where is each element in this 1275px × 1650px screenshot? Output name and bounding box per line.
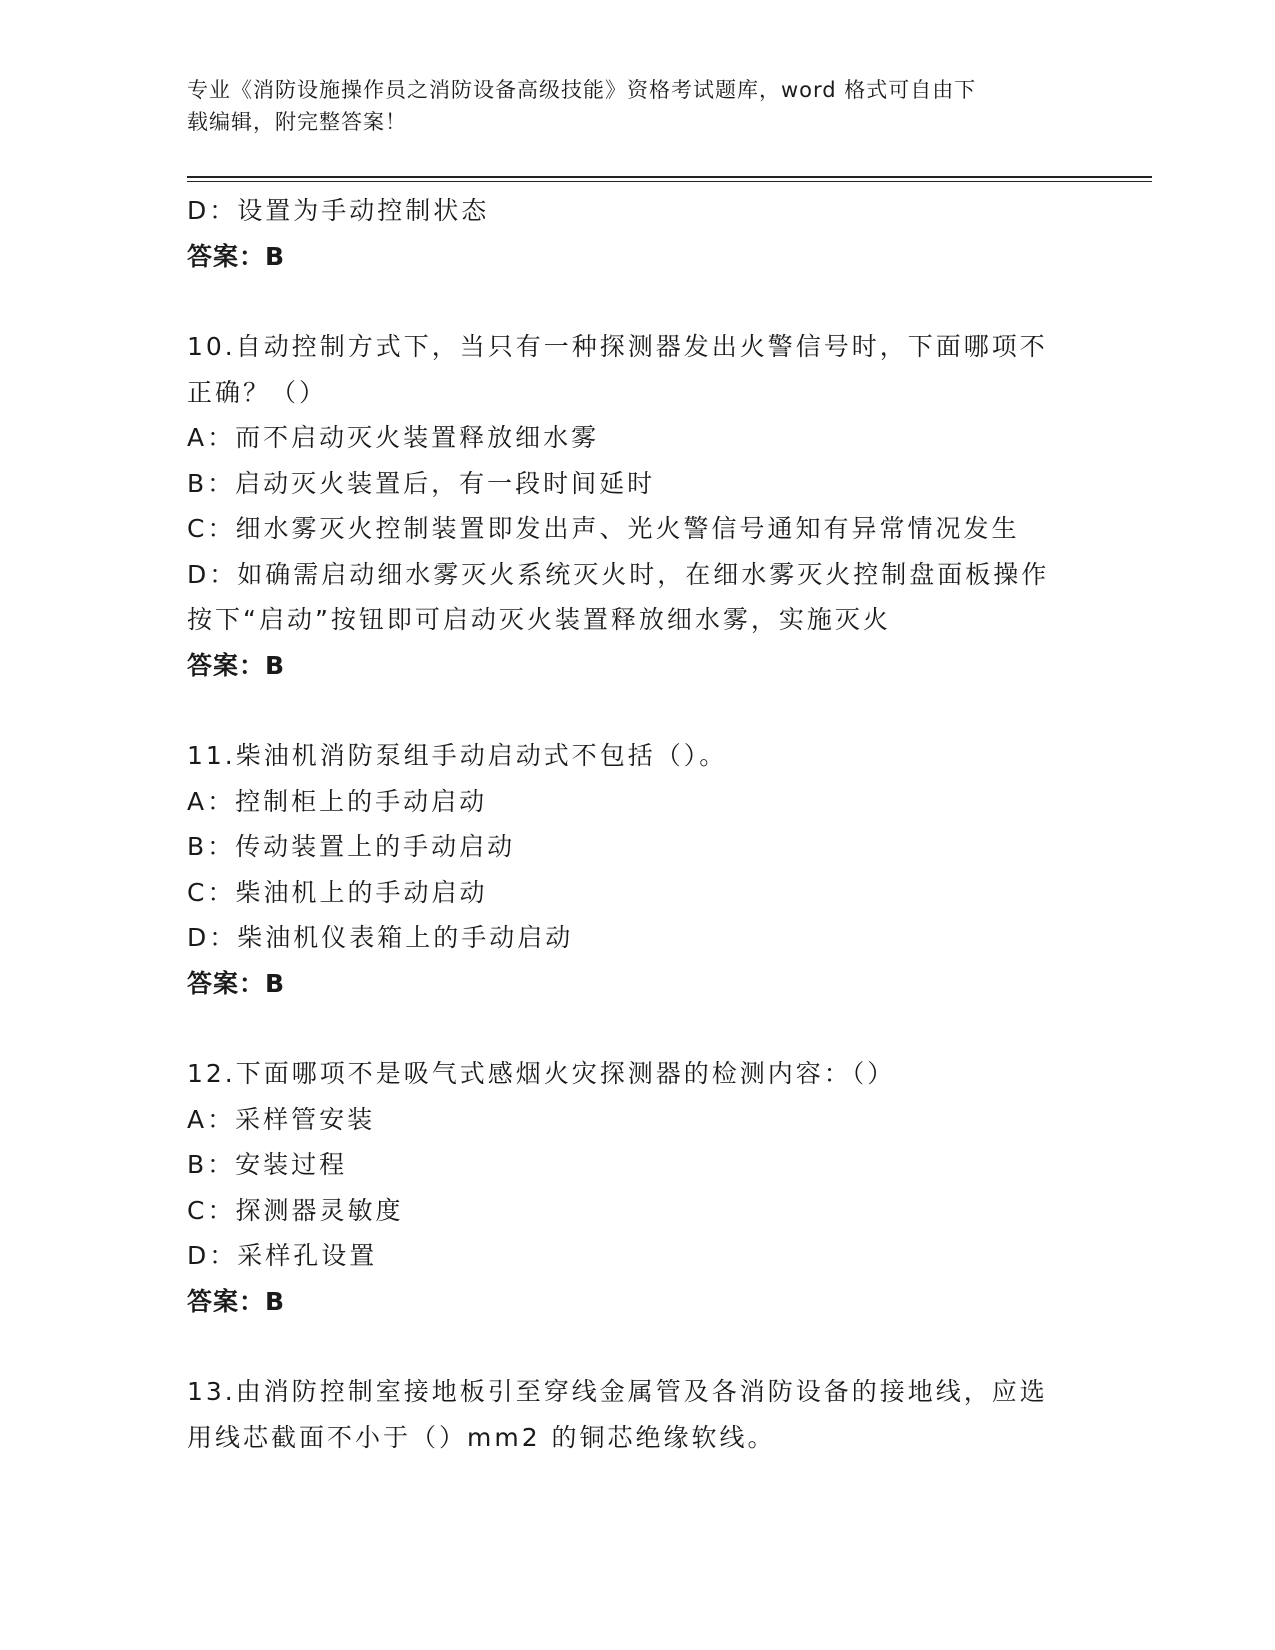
spacer bbox=[187, 688, 1087, 733]
question-stem-cont: 用线芯截面不小于（）mm2 的铜芯绝缘软线。 bbox=[187, 1422, 776, 1452]
question-12 bbox=[187, 1051, 1087, 1324]
option-d: D：采样孔设置 bbox=[187, 1241, 378, 1270]
option-a: A：采样管安装 bbox=[187, 1104, 376, 1134]
question-stem: 10.自动控制方式下，当只有一种探测器发出火警信号时，下面哪项不 bbox=[187, 332, 1048, 361]
option-d: D：如确需启动细水雾灭火系统灭火时，在细水雾灭火控制盘面板操作 bbox=[187, 559, 1050, 589]
answer: 答案：B bbox=[187, 968, 286, 998]
option-c: C：探测器灵敏度 bbox=[187, 1195, 404, 1225]
question-9-tail bbox=[187, 188, 1087, 279]
question-list bbox=[187, 188, 1087, 1460]
option-c: C：柴油机上的手动启动 bbox=[187, 877, 488, 907]
option-d: D：柴油机仪表箱上的手动启动 bbox=[187, 923, 574, 952]
option-a: A：而不启动灭火装置释放细水雾 bbox=[187, 423, 600, 452]
question-11 bbox=[187, 733, 1087, 1006]
option-b: B：安装过程 bbox=[187, 1150, 348, 1179]
header-divider-thick bbox=[187, 176, 1152, 178]
answer: 答案：B bbox=[187, 1286, 286, 1316]
answer: 答案：B bbox=[187, 650, 286, 680]
header-line-2: 载编辑，附完整答案！ bbox=[187, 110, 407, 134]
question-stem: 13.由消防控制室接地板引至穿线金属管及各消防设备的接地线，应选 bbox=[187, 1377, 1048, 1406]
header-line-1: 专业《消防设施操作员之消防设备高级技能》资格考试题库，word 格式可自由下 bbox=[187, 78, 977, 102]
spacer bbox=[187, 1324, 1087, 1369]
option-c: C：细水雾灭火控制装置即发出声、光火警信号通知有异常情况发生 bbox=[187, 514, 1020, 543]
question-stem: 11.柴油机消防泵组手动启动式不包括（）。 bbox=[187, 741, 728, 770]
document-header bbox=[187, 74, 1077, 138]
question-13 bbox=[187, 1369, 1087, 1460]
spacer bbox=[187, 1006, 1087, 1051]
option-b: B：启动灭火装置后，有一段时间延时 bbox=[187, 468, 656, 498]
spacer bbox=[187, 279, 1087, 324]
option-b: B：传动装置上的手动启动 bbox=[187, 832, 516, 861]
header-divider-thin bbox=[187, 181, 1152, 182]
option-d: D：设置为手动控制状态 bbox=[187, 196, 490, 225]
option-d-cont: 按下“启动”按钮即可启动灭火装置释放细水雾，实施灭火 bbox=[187, 605, 891, 634]
question-stem-cont: 正确？（） bbox=[187, 377, 328, 407]
answer: 答案：B bbox=[187, 241, 286, 271]
question-stem: 12.下面哪项不是吸气式感烟火灾探测器的检测内容：（） bbox=[187, 1059, 896, 1088]
option-a: A：控制柜上的手动启动 bbox=[187, 786, 488, 816]
question-10 bbox=[187, 324, 1087, 688]
